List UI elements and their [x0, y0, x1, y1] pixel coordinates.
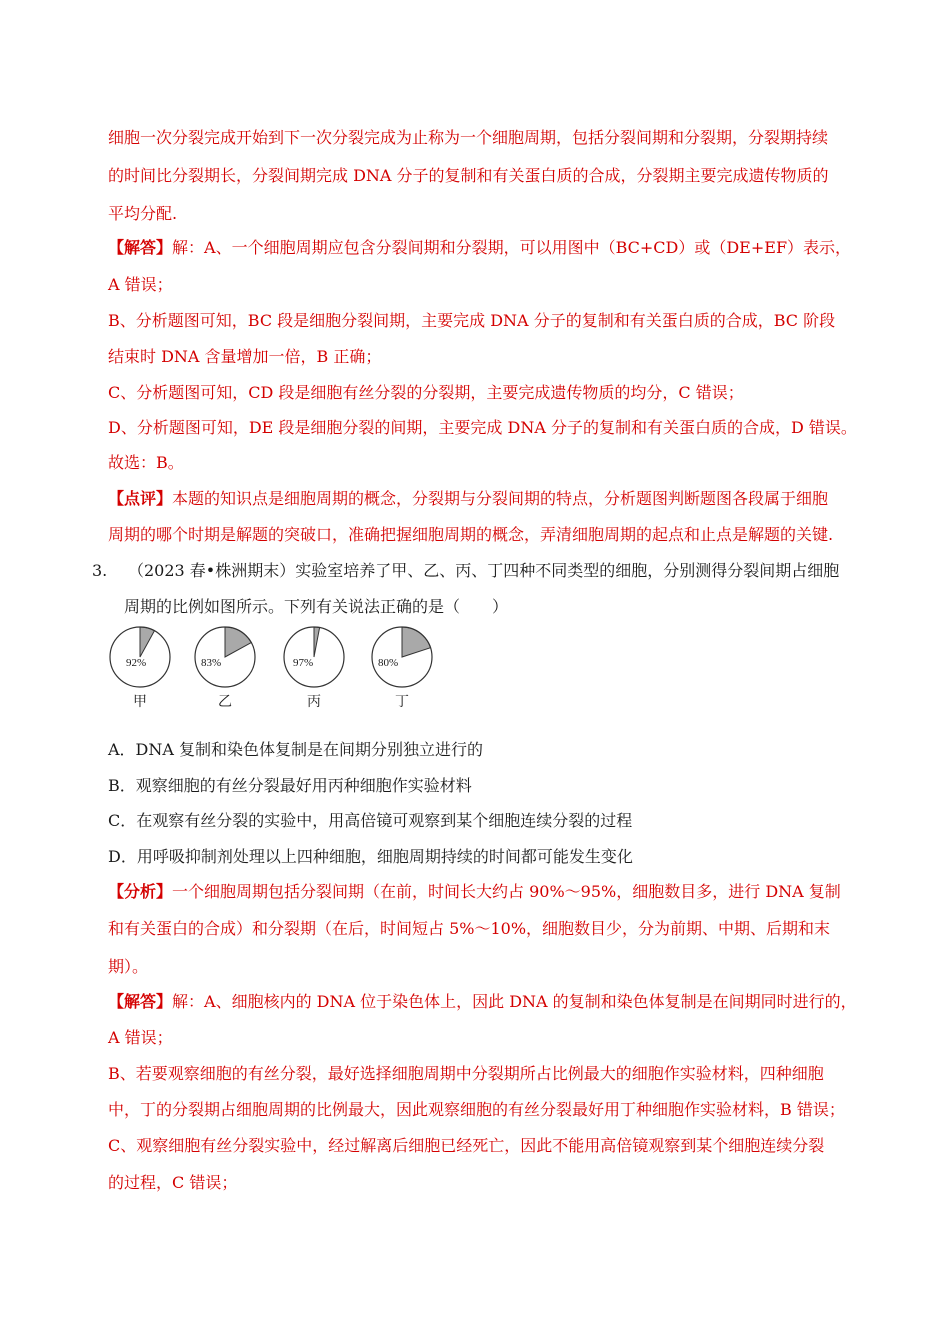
option-c: C．在观察有丝分裂的实验中，用高倍镜可观察到某个细胞连续分裂的过程 — [108, 811, 633, 830]
q3-analysis-line: 【分析】一个细胞周期包括分裂间期（在前，时间长大约占 90%～95%，细胞数目多，进行 DNA 复制 — [108, 882, 841, 901]
q2-answer-line: B、分析题图可知，BC 段是细胞分裂间期，主要完成 DNA 分子的复制和有关蛋白质的合成，BC 阶段 — [108, 311, 836, 330]
pie-chart-group — [108, 625, 448, 710]
q2-comment-line: 周期的哪个时期是解题的突破口，准确把握细胞周期的概念，弄清细胞周期的起点和止点是解题的关键. — [108, 525, 834, 544]
pie-chart — [108, 625, 172, 710]
text-line: 的时间比分裂期长，分裂间期完成 DNA 分子的复制和有关蛋白质的合成，分裂期主要完成遗传物质的 — [108, 166, 829, 185]
q2-comment-line: 【点评】本题的知识点是细胞周期的概念，分裂期与分裂间期的特点，分析题图判断题图各段属于细胞 — [108, 489, 829, 508]
question-stem: （2023 春•株洲期末）实验室培养了甲、乙、丙、丁四种不同类型的细胞，分别测得分裂间期占细胞 — [128, 561, 840, 580]
q3-answer-line: C、观察细胞有丝分裂实验中，经过解离后细胞已经死亡，因此不能用高倍镜观察到某个细胞连续分裂 — [108, 1136, 825, 1155]
q2-answer-line: 【解答】解：A、一个细胞周期应包含分裂间期和分裂期，可以用图中（BC+CD）或（DE+EF）表示， — [108, 238, 852, 257]
q3-answer-line: 【解答】解：A、细胞核内的 DNA 位于染色体上，因此 DNA 的复制和染色体复制是在间期同时进行的， — [108, 992, 857, 1011]
pie-division-slice — [402, 627, 431, 657]
analysis-tag: 【分析】 — [108, 882, 173, 901]
q2-answer-line: 故选：B。 — [108, 453, 184, 472]
pie-value-label: 83% — [201, 657, 222, 669]
pie-name-label: 丙 — [307, 694, 321, 710]
pie-name-label: 乙 — [218, 694, 232, 710]
q3-analysis-line: 期）。 — [108, 957, 149, 976]
option-a: A．DNA 复制和染色体复制是在间期分别独立进行的 — [108, 740, 484, 759]
pie-name-label: 丁 — [395, 694, 409, 710]
pie-value-label: 97% — [293, 657, 314, 669]
text-line: 平均分配. — [108, 204, 178, 223]
question-number: 3. — [92, 561, 108, 580]
pie-chart — [370, 625, 434, 710]
q3-answer-line: B、若要观察细胞的有丝分裂，最好选择细胞周期中分裂期所占比例最大的细胞作实验材料，四种细胞 — [108, 1064, 824, 1083]
q3-answer-line: A 错误； — [108, 1028, 173, 1047]
q3-analysis-line: 和有关蛋白的合成）和分裂期（在后，时间短占 5%～10%，细胞数目少，分为前期、中期、后期和末 — [108, 919, 831, 938]
pie-division-slice — [314, 627, 320, 657]
q2-answer-line: A 错误； — [108, 275, 173, 294]
q2-answer-line: 结束时 DNA 含量增加一倍，B 正确； — [108, 347, 382, 366]
answer-tag: 【解答】 — [108, 238, 173, 257]
q2-answer-line: C、分析题图可知，CD 段是细胞有丝分裂的分裂期，主要完成遗传物质的均分，C 错误； — [108, 383, 744, 402]
pie-value-label: 80% — [378, 657, 399, 669]
answer-tag: 【解答】 — [108, 992, 173, 1011]
q3-answer-line: 中，丁的分裂期占细胞周期的比例最大，因此观察细胞的有丝分裂最好用丁种细胞作实验材料，B 错误； — [108, 1100, 845, 1119]
pie-chart — [193, 625, 257, 710]
comment-tag: 【点评】 — [108, 489, 173, 508]
q2-answer-line: D、分析题图可知，DE 段是细胞分裂的间期，主要完成 DNA 分子的复制和有关蛋白质的合成，D 错误。 — [108, 418, 857, 437]
pie-division-slice — [140, 627, 154, 657]
text-line: 细胞一次分裂完成开始到下一次分裂完成为止称为一个细胞周期，包括分裂间期和分裂期，分裂期持续 — [108, 128, 829, 147]
pie-division-slice — [225, 627, 251, 657]
pie-value-label: 92% — [126, 657, 147, 669]
pie-name-label: 甲 — [133, 694, 147, 710]
q3-answer-line: 的过程，C 错误； — [108, 1173, 238, 1192]
question-stem: 周期的比例如图所示。下列有关说法正确的是（ ） — [124, 597, 509, 616]
option-d: D．用呼吸抑制剂处理以上四种细胞，细胞周期持续的时间都可能发生变化 — [108, 847, 633, 866]
pie-chart — [282, 625, 346, 710]
option-b: B．观察细胞的有丝分裂最好用丙种细胞作实验材料 — [108, 776, 472, 795]
